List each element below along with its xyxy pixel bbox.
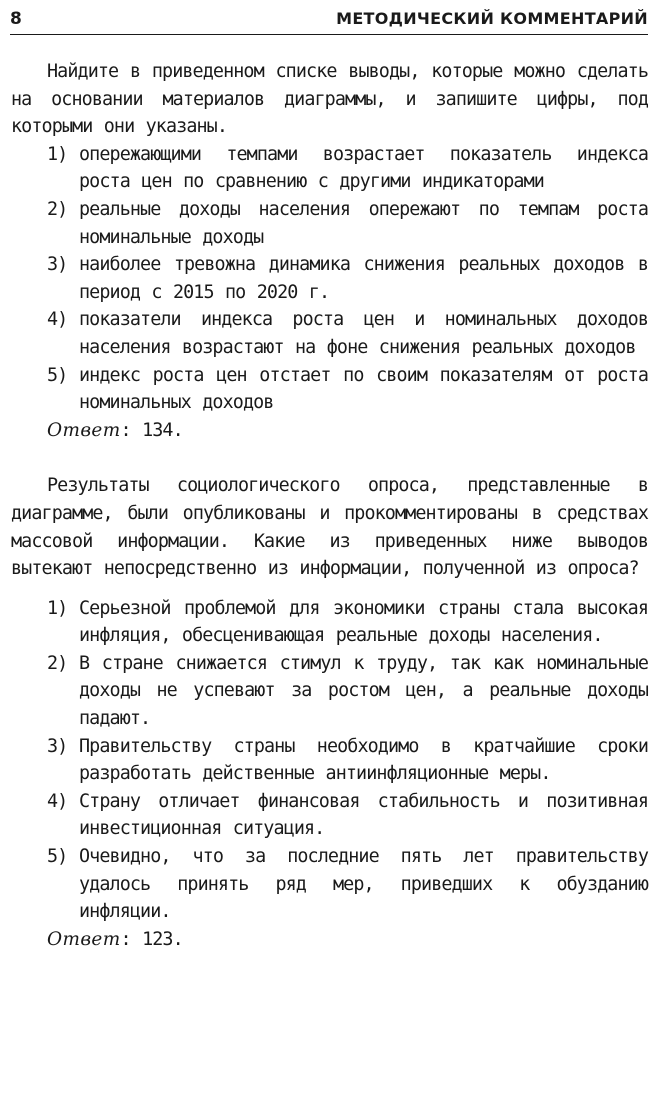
answer-label: Ответ (47, 928, 121, 950)
list-item (11, 843, 648, 926)
list-item (11, 788, 648, 843)
list-item (11, 362, 648, 417)
item-text: Страну отличает финансовая стабильность и позитивная инвестиционная ситуация. (79, 790, 648, 840)
answer-label: Ответ (47, 419, 121, 441)
page-content (11, 58, 648, 953)
page-header (10, 8, 648, 35)
page-number: 8 (10, 9, 22, 29)
item-number: 1) (47, 597, 68, 619)
list-item (11, 306, 648, 361)
item-text: показатели индекса роста цен и номинальных доходов населения возрастают на фоне снижения реальных доходов (79, 309, 648, 358)
task-2-options (11, 595, 648, 926)
list-item (11, 196, 648, 251)
task-1-answer (11, 417, 648, 445)
task-2 (11, 472, 648, 953)
task-1 (11, 58, 648, 444)
list-item (11, 650, 648, 733)
task-1-intro: Найдите в приведенном списке выводы, которые можно сделать на основании материалов диаграммы, и запишите цифры, под которыми они указаны. (11, 61, 648, 138)
item-text: опережающими темпами возрастает показатель индекса роста цен по сравнению с другими индикаторами (79, 143, 648, 193)
item-text: В стране снижается стимул к труду, так как номинальные доходы не успевают за ростом цен, а реальные доходы падают. (79, 652, 648, 730)
item-text: Правительству страны необходимо в кратчайшие сроки разработать действенные антиинфляционные меры. (79, 735, 648, 785)
item-text: Серьезной проблемой для экономики страны стала высокая инфляция, обесценивающая реальные доходы населения. (79, 597, 648, 647)
list-item (11, 251, 648, 306)
item-text: индекс роста цен отстает по своим показателям от роста номинальных доходов (79, 364, 648, 414)
item-number: 4) (47, 790, 68, 812)
item-number: 5) (47, 364, 68, 386)
list-item (11, 595, 648, 650)
item-number: 2) (47, 198, 68, 220)
item-number: 4) (47, 309, 68, 331)
item-number: 2) (47, 652, 68, 674)
running-title: МЕТОДИЧЕСКИЙ КОММЕНТАРИЙ (336, 9, 648, 28)
item-text: наиболее тревожна динамика снижения реальных доходов в период с 2015 по 2020 г. (79, 254, 648, 303)
task-2-answer (11, 926, 648, 954)
item-number: 5) (47, 846, 68, 868)
item-text: реальные доходы населения опережают по темпам роста номинальные доходы (79, 198, 648, 248)
item-number: 3) (47, 254, 68, 276)
task-1-options (11, 141, 648, 417)
list-item (11, 141, 648, 196)
item-number: 3) (47, 735, 68, 757)
item-number: 1) (47, 143, 68, 165)
list-item (11, 733, 648, 788)
item-text: Очевидно, что за последние пять лет правительству удалось принять ряд мер, приведших к обузданию инфляции. (79, 846, 648, 923)
answer-value: : 123. (120, 928, 183, 950)
answer-value: : 134. (120, 419, 183, 441)
task-2-intro: Результаты социологического опроса, представленные в диаграмме, были опубликованы и прокомментированы в средствах массовой информации. Какие из приведенных ниже выводов вытекают непосредственно из информации, полученной из опроса? (11, 475, 648, 580)
